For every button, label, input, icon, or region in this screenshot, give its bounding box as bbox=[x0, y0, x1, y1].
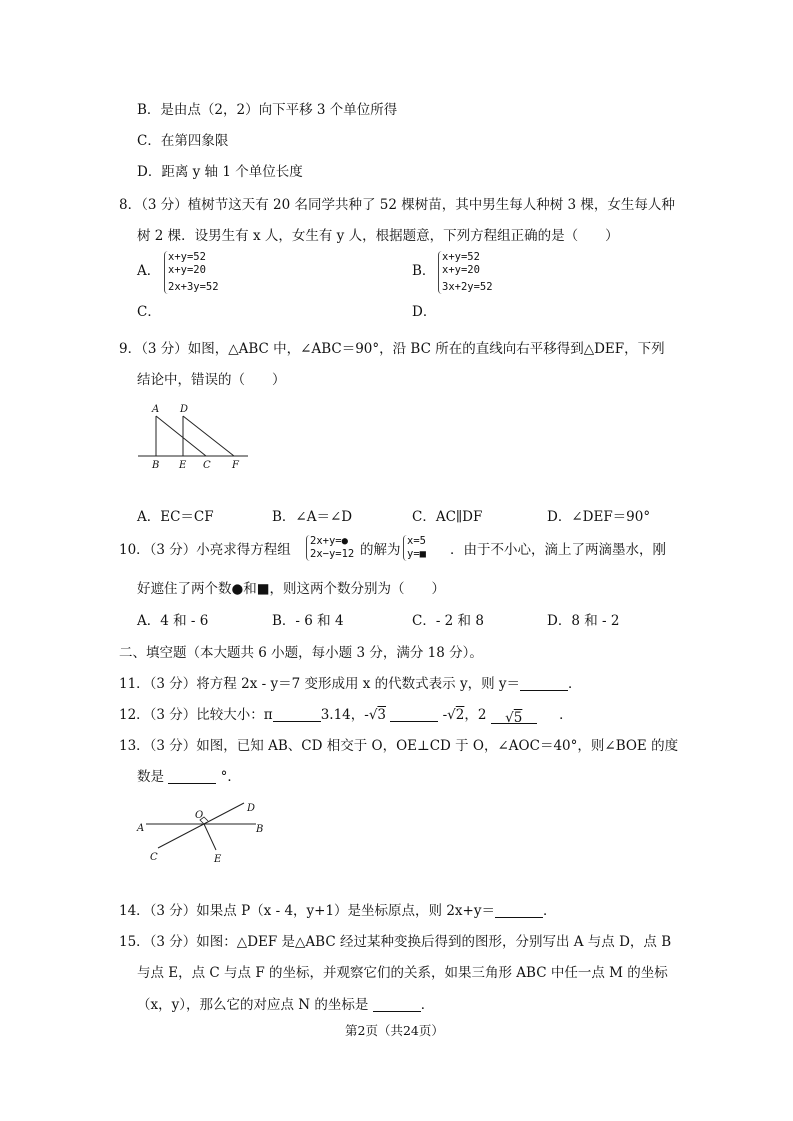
q13-label-d: D bbox=[247, 803, 256, 814]
q12-prefix: 12．（3 分）比较大小：π bbox=[119, 707, 273, 723]
q11-text: 11．（3 分）将方程 2x - y＝7 变形成用 x 的代数式表示 y，则 y＝ bbox=[119, 676, 520, 692]
q14-text: 14．（3 分）如果点 P（x - 4，y+1）是坐标原点，则 2x+y＝ bbox=[119, 903, 495, 919]
q11-end: ． bbox=[568, 676, 582, 692]
q8-system-a bbox=[164, 251, 219, 294]
q15-answer-blank[interactable] bbox=[373, 997, 421, 1012]
q10-suffix: ．由于不小心，滴上了两滴墨水，刚 bbox=[450, 542, 666, 558]
q12-v1: 3.14，- bbox=[320, 707, 369, 723]
q12-root-3: √5 bbox=[505, 710, 523, 726]
q12-answer-blank-3[interactable] bbox=[491, 709, 537, 724]
q10-system-1-eq1: 2x+y=● bbox=[310, 535, 348, 547]
q12-answer-blank-1[interactable] bbox=[273, 707, 321, 722]
q11 bbox=[119, 675, 582, 693]
q9-label-e: E bbox=[179, 460, 187, 471]
q9-label-c: C bbox=[203, 460, 211, 471]
q9-label-b: B bbox=[152, 460, 160, 471]
q12-root-1: √3 bbox=[368, 707, 387, 723]
section-2-heading: 二、填空题（本大题共 6 小题，每小题 3 分，满分 18 分）。 bbox=[119, 645, 483, 661]
q12-root-2-radicand: 2 bbox=[455, 707, 465, 723]
q10-system-2 bbox=[403, 535, 426, 561]
q9-segment-ac bbox=[156, 416, 206, 456]
q13-line2 bbox=[137, 768, 241, 786]
q15-line3-prefix: （x，y），那么它的对应点 N 的坐标是 bbox=[137, 997, 369, 1013]
q8-line1: 8．（3 分）植树节这天有 20 名同学共种了 52 棵树苗，其中男生每人种树 3 棵，女生每人种 bbox=[119, 197, 675, 213]
q12-root-3-radicand: 5 bbox=[513, 710, 523, 726]
q14-answer-blank[interactable] bbox=[495, 903, 543, 918]
q9-option-b: B．∠A＝∠D bbox=[272, 509, 353, 525]
q8-option-b-label: B． bbox=[412, 263, 436, 279]
q13-line1: 13．（3 分）如图，已知 AB、CD 相交于 O，OE⊥CD 于 O，∠AOC＝40°，则∠BOE 的度 bbox=[119, 738, 679, 754]
q13-label-o: O bbox=[195, 810, 204, 821]
q13-label-a: A bbox=[137, 823, 145, 834]
q15-line2: 与点 E，点 C 与点 F 的坐标，并观察它们的关系，如果三角形 ABC 中任一点 M 的坐标 bbox=[137, 965, 668, 981]
q8-system-a-eq3: 2x+3y=52 bbox=[168, 281, 219, 293]
q7-option-b: B．是由点（2，2）向下平移 3 个单位所得 bbox=[137, 102, 398, 118]
q12-end: ． bbox=[559, 707, 573, 723]
q8-option-c-label: C． bbox=[137, 304, 161, 320]
q10-option-c: C．- 2 和 8 bbox=[412, 613, 484, 629]
q12-root-1-radicand: 3 bbox=[377, 707, 387, 723]
q10-system-1-eq2: 2x−y=12 bbox=[310, 548, 355, 560]
q9-translation-figure bbox=[136, 400, 251, 472]
q15-line3-suffix: ． bbox=[420, 997, 435, 1013]
q9-label-d: D bbox=[180, 404, 189, 415]
q13-label-e: E bbox=[214, 854, 222, 865]
q13-ray-oe bbox=[204, 824, 216, 850]
q10-option-a: A．4 和 - 6 bbox=[137, 613, 209, 629]
q12 bbox=[119, 706, 573, 724]
q8-system-a-eq1: x+y=52 bbox=[168, 251, 206, 263]
q12-root-2: √2 bbox=[447, 707, 465, 723]
q12-answer-blank-2[interactable] bbox=[390, 707, 438, 722]
q9-label-f: F bbox=[232, 460, 239, 471]
q13-label-c: C bbox=[150, 852, 158, 863]
q15-line1: 15．（3 分）如图：△DEF 是△ABC 经过某种变换后得到的图形，分别写出 A 与点 D，点 B bbox=[119, 934, 672, 950]
q8-system-b-eq2: x+y=20 bbox=[442, 264, 480, 276]
q9-segment-df bbox=[183, 416, 234, 456]
q9-option-a: A．EC＝CF bbox=[137, 509, 214, 525]
q13-intersecting-lines-figure bbox=[134, 798, 269, 866]
q8-system-a-eq2: x+y=20 bbox=[168, 264, 206, 276]
page-footer: 第2页（共24页） bbox=[345, 1023, 444, 1038]
q8-system-b bbox=[438, 251, 493, 294]
q8-system-b-eq1: x+y=52 bbox=[442, 251, 480, 263]
q8-system-b-eq3: 3x+2y=52 bbox=[442, 281, 493, 293]
q9-line2: 结论中，错误的（ ） bbox=[137, 372, 286, 388]
q14 bbox=[119, 902, 557, 920]
q8-line2: 树 2 棵．设男生有 x 人，女生有 y 人，根据题意，下列方程组正确的是（ ） bbox=[137, 228, 619, 244]
q13-line2-suffix: °． bbox=[220, 769, 241, 785]
q10-system-2-eq1: x=5 bbox=[407, 535, 426, 547]
q12-comma: ，2 bbox=[464, 707, 487, 723]
q8-option-a-label: A． bbox=[137, 263, 161, 279]
q12-minus: - bbox=[442, 707, 448, 723]
q10-line2: 好遮住了两个数●和■，则这两个数分别为（ ） bbox=[137, 581, 446, 597]
q15-line3 bbox=[137, 996, 434, 1014]
q10-system-1 bbox=[306, 535, 354, 561]
q7-option-d: D．距离 y 轴 1 个单位长度 bbox=[137, 164, 303, 180]
q10-option-b: B．- 6 和 4 bbox=[272, 613, 344, 629]
q13-line2-prefix: 数是 bbox=[137, 769, 164, 785]
q7-option-c: C．在第四象限 bbox=[137, 133, 229, 149]
q9-option-d: D．∠DEF＝90° bbox=[547, 509, 651, 525]
q9-line1: 9．（3 分）如图，△ABC 中，∠ABC＝90°，沿 BC 所在的直线向右平移得到△DEF，下列 bbox=[119, 341, 665, 357]
q13-label-b: B bbox=[256, 824, 264, 835]
q9-label-a: A bbox=[152, 404, 160, 415]
q10-prefix: 10．（3 分）小亮求得方程组 bbox=[119, 542, 291, 558]
q8-option-d-label: D． bbox=[412, 304, 437, 320]
q10-option-d: D．8 和 - 2 bbox=[547, 613, 620, 629]
q11-answer-blank[interactable] bbox=[520, 676, 568, 691]
q14-end: ． bbox=[543, 903, 557, 919]
q10-mid: 的解为 bbox=[360, 542, 401, 558]
q9-option-c: C．AC∥DF bbox=[412, 509, 483, 525]
q13-answer-blank[interactable] bbox=[168, 769, 216, 784]
q10-system-2-eq2: y=■ bbox=[407, 548, 426, 560]
